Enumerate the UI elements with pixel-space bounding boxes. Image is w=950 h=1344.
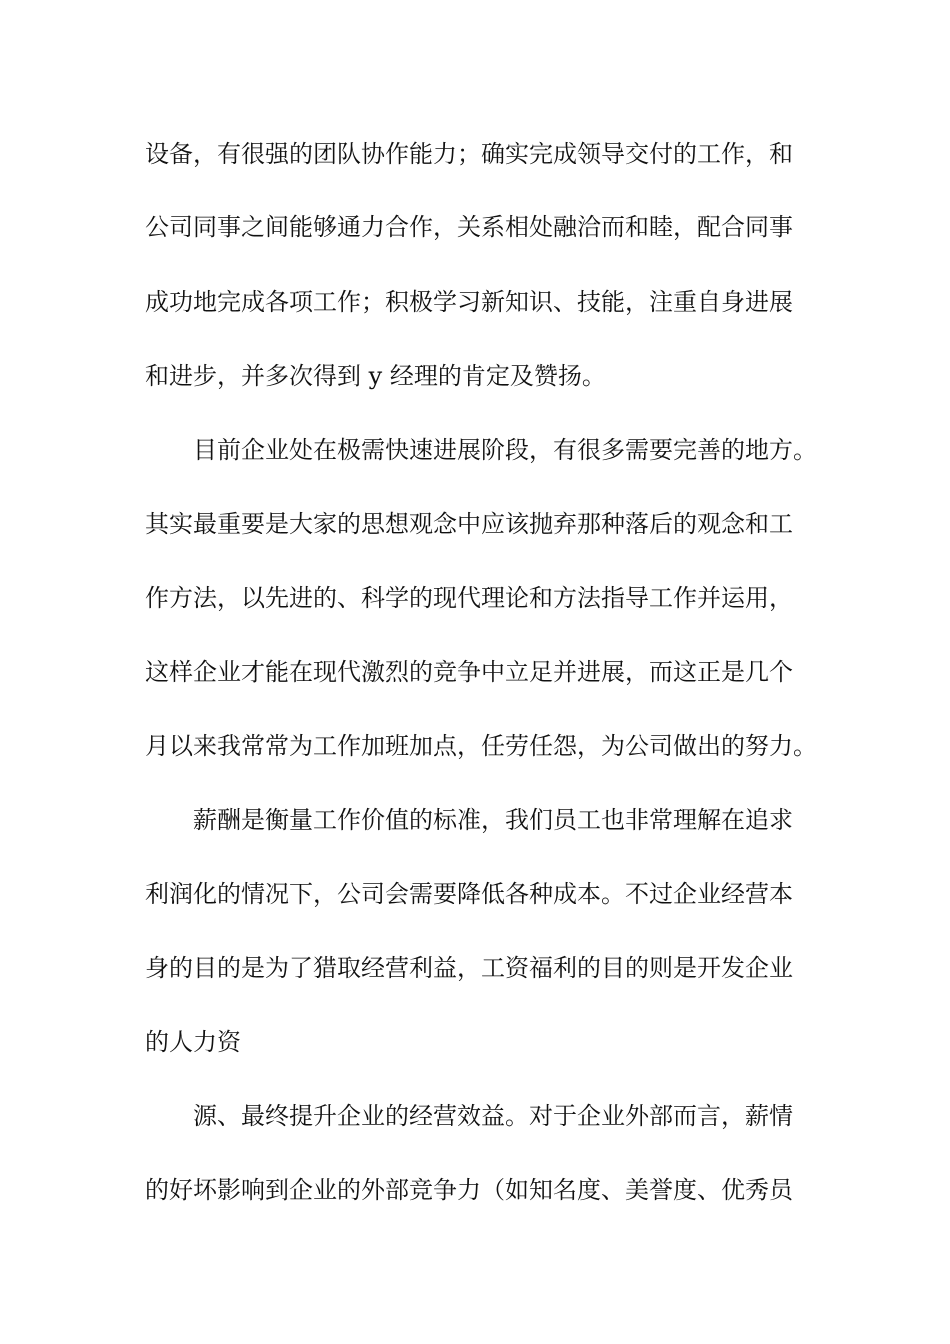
text-line: 作方法，以先进的、科学的现代理论和方法指导工作并运用， <box>145 584 793 612</box>
paragraph-first-line: 薪酬是衡量工作价值的标准，我们员工也非常理解在追求 <box>193 806 793 834</box>
text-line: 身的目的是为了猎取经营利益，工资福利的目的则是开发企业 <box>145 954 793 982</box>
text-line: 的人力资 <box>145 1028 241 1056</box>
text-line: 月以来我常常为工作加班加点，任劳任怨，为公司做出的努力。 <box>145 732 817 760</box>
text-line: 的好坏影响到企业的外部竞争力（如知名度、美誉度、优秀员 <box>145 1176 793 1204</box>
text-line: 和进步，并多次得到 y 经理的肯定及赞扬。 <box>145 362 606 390</box>
text-line: 利润化的情况下，公司会需要降低各种成本。不过企业经营本 <box>145 880 793 908</box>
text-line: 其实最重要是大家的思想观念中应该抛弃那种落后的观念和工 <box>145 510 793 538</box>
text-line: 设备，有很强的团队协作能力；确实完成领导交付的工作，和 <box>145 140 793 168</box>
text-line: 这样企业才能在现代激烈的竞争中立足并进展，而这正是几个 <box>145 658 793 686</box>
text-line: 公司同事之间能够通力合作，关系相处融洽而和睦，配合同事 <box>145 213 793 241</box>
text-line: 成功地完成各项工作；积极学习新知识、技能，注重自身进展 <box>145 288 793 316</box>
paragraph-first-line: 目前企业处在极需快速进展阶段，有很多需要完善的地方。 <box>193 436 817 464</box>
paragraph-first-line: 源、最终提升企业的经营效益。对于企业外部而言，薪情 <box>193 1102 793 1130</box>
